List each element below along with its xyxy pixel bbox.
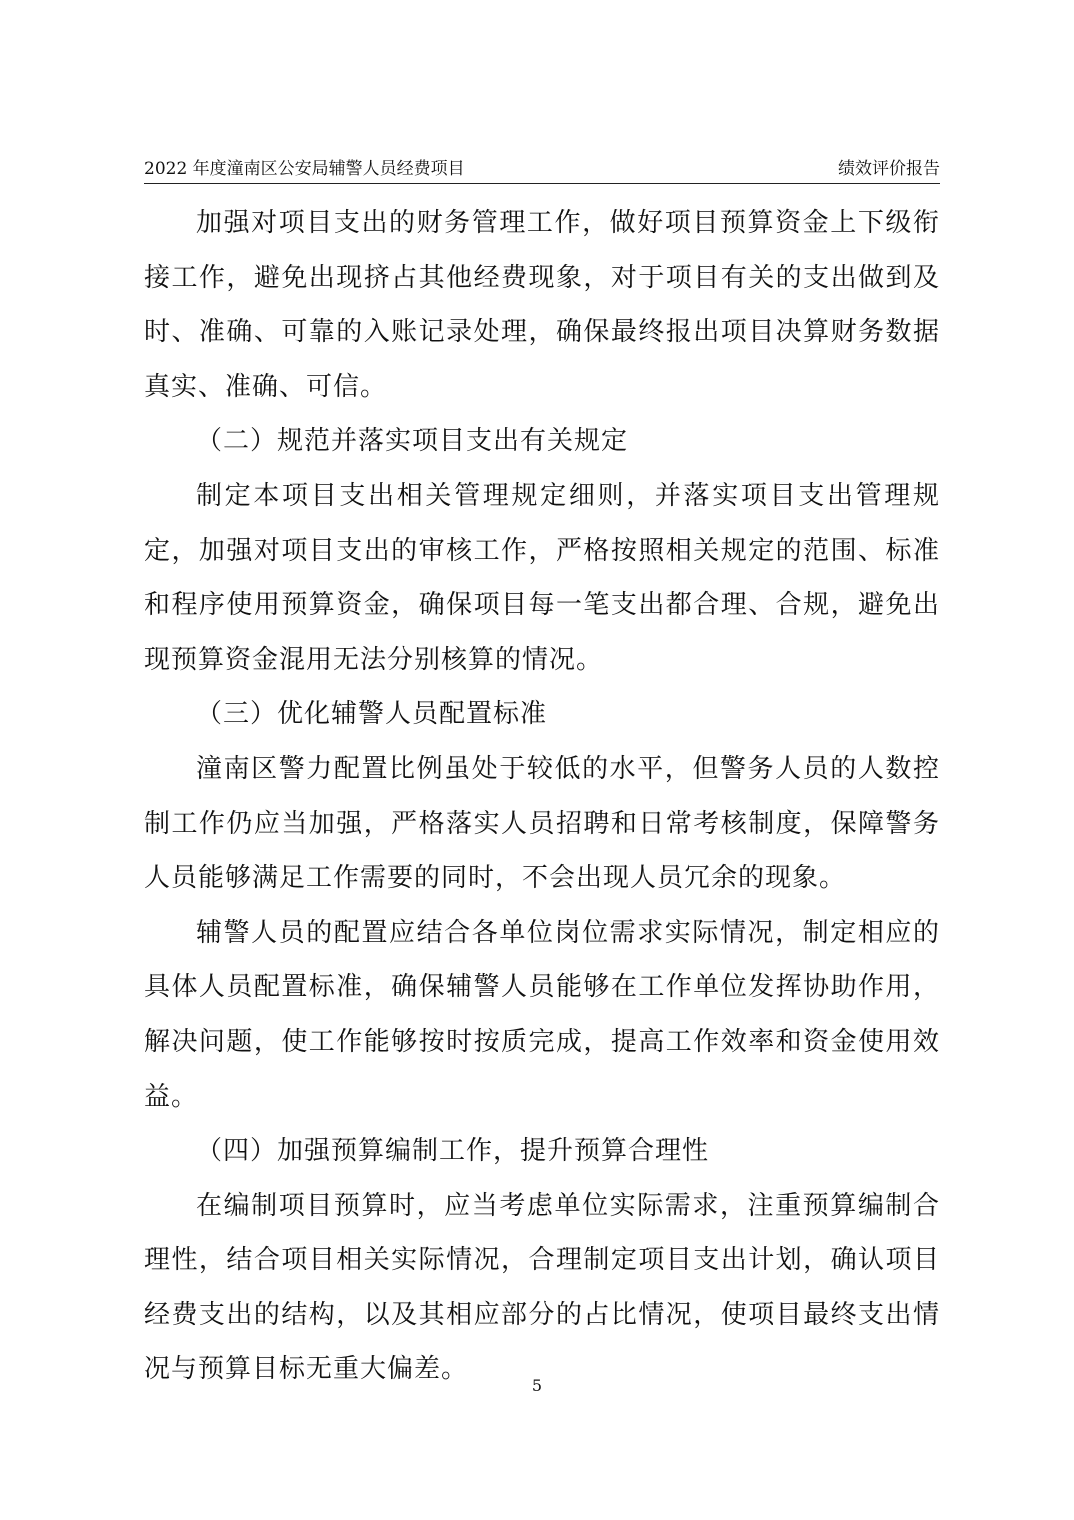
document-body xyxy=(144,196,940,1397)
paragraph-police-staffing: 潼南区警力配置比例虽处于较低的水平，但警务人员的人数控制工作仍应当加强，严格落实人员招聘和日常考核制度，保障警务人员能够满足工作需要的同时，不会出现人员冗余的现象。 xyxy=(144,753,940,894)
section-heading-3: （三）优化辅警人员配置标准 xyxy=(196,699,548,730)
section-heading-2: （二）规范并落实项目支出有关规定 xyxy=(196,426,629,457)
paragraph-auxiliary-staffing: 辅警人员的配置应结合各单位岗位需求实际情况，制定相应的具体人员配置标准，确保辅警人员能够在工作单位发挥协助作用，解决问题，使工作能够按时按质完成，提高工作效率和资金使用效益。 xyxy=(144,917,940,1112)
section-heading-4: （四）加强预算编制工作，提升预算合理性 xyxy=(196,1136,710,1167)
page-number: 5 xyxy=(531,1376,543,1395)
paragraph-expenditure-rules: 制定本项目支出相关管理规定细则，并落实项目支出管理规定，加强对项目支出的审核工作，严格按照相关规定的范围、标准和程序使用预算资金，确保项目每一笔支出都合理、合规，避免出现预算资金混用无法分别核算的情况。 xyxy=(144,480,940,675)
header-report-title: 绩效评价报告 xyxy=(838,159,940,179)
paragraph-financial-management: 加强对项目支出的财务管理工作，做好项目预算资金上下级衔接工作，避免出现挤占其他经费现象，对于项目有关的支出做到及时、准确、可靠的入账记录处理，确保最终报出项目决算财务数据真实、准确、可信。 xyxy=(144,208,940,402)
paragraph-budget-preparation: 在编制项目预算时，应当考虑单位实际需求，注重预算编制合理性，结合项目相关实际情况，合理制定项目支出计划，确认项目经费支出的结构，以及其相应部分的占比情况，使项目最终支出情况与预算目标无重大偏差。 xyxy=(144,1190,940,1385)
page-header xyxy=(144,156,940,184)
header-project-title: 2022 年度潼南区公安局辅警人员经费项目 xyxy=(144,159,465,179)
